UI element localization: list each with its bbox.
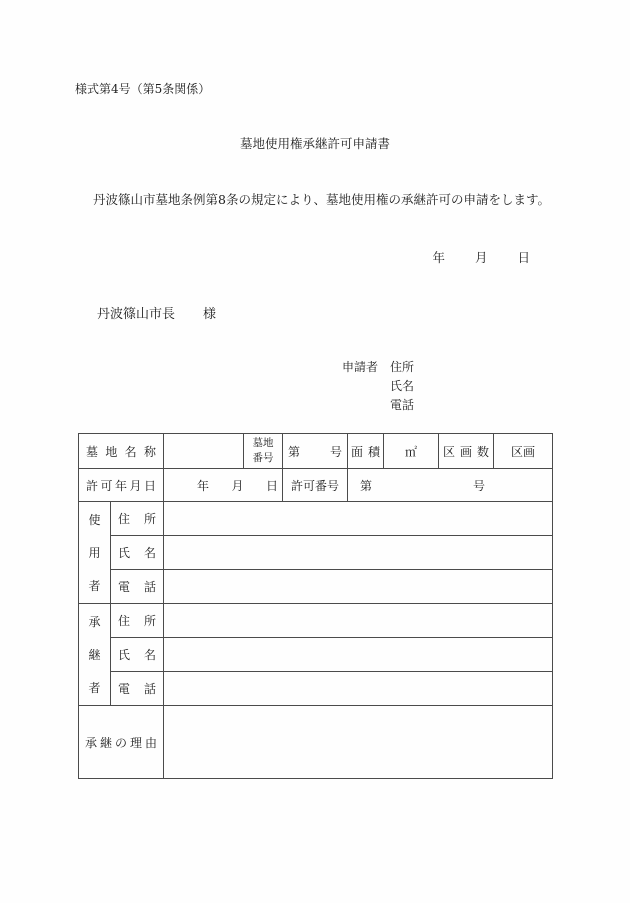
table-row	[79, 536, 553, 570]
successor-name-label: 氏 名	[111, 638, 164, 672]
date-day-label: 日	[517, 250, 530, 265]
user-label: 使 用 者	[79, 502, 111, 604]
body-text: 丹波篠山市墓地条例第8条の規定により、墓地使用権の承継許可の申請をします。	[93, 192, 550, 207]
table-row	[79, 604, 553, 638]
table-row	[79, 638, 553, 672]
addressee-name: 丹波篠山市長	[97, 307, 176, 322]
successor-name-value	[164, 638, 553, 672]
permit-date-value: 年 月 日	[164, 469, 283, 502]
date-year-label: 年	[432, 250, 445, 265]
applicant-block	[342, 358, 414, 415]
page-title: 墓地使用権承継許可申請書	[239, 136, 390, 151]
successor-phone-value	[164, 672, 553, 706]
successor-label: 承 継 者	[79, 604, 111, 706]
user-name-label: 氏 名	[111, 536, 164, 570]
user-address-value	[164, 502, 553, 536]
user-address-label: 住 所	[111, 502, 164, 536]
permit-number-label: 許可番号	[283, 469, 348, 502]
successor-address-value	[164, 604, 553, 638]
user-phone-label: 電 話	[111, 570, 164, 604]
applicant-label: 申請者	[342, 360, 379, 374]
table-row	[79, 469, 553, 502]
area-unit: ㎡	[384, 434, 439, 469]
table-row	[79, 706, 553, 779]
cemetery-name-label: 墓 地 名 称	[79, 434, 164, 469]
table-row	[79, 502, 553, 536]
applicant-phone-label: 電話	[390, 398, 415, 412]
form-number: 様式第4号（第5条関係）	[75, 82, 211, 96]
date-month-label: 月	[474, 250, 488, 265]
table-row	[79, 570, 553, 604]
cemetery-number-label: 墓地番号	[244, 434, 283, 469]
area-label: 面 積	[348, 434, 384, 469]
lot-count-unit: 区画	[494, 434, 553, 469]
successor-address-label: 住 所	[111, 604, 164, 638]
successor-phone-label: 電 話	[111, 672, 164, 706]
permit-number-value: 第 号	[348, 469, 553, 502]
succession-reason-value	[164, 706, 553, 779]
lot-count-label: 区 画 数	[439, 434, 494, 469]
addressee-honorific: 様	[203, 307, 217, 322]
table-row	[79, 434, 553, 469]
applicant-address-label: 住所	[390, 360, 415, 374]
table-row	[79, 672, 553, 706]
user-name-value	[164, 536, 553, 570]
succession-reason-label: 承 継 の 理 由	[79, 706, 164, 779]
user-phone-value	[164, 570, 553, 604]
application-table	[78, 433, 553, 779]
permit-date-label: 許 可 年 月 日	[79, 469, 164, 502]
addressee-line	[97, 303, 216, 322]
cemetery-number-value: 第 号	[283, 434, 348, 469]
date-line	[432, 248, 530, 266]
cemetery-name-value	[164, 434, 244, 469]
applicant-name-label: 氏名	[390, 379, 415, 393]
applicant-fields	[390, 358, 414, 415]
